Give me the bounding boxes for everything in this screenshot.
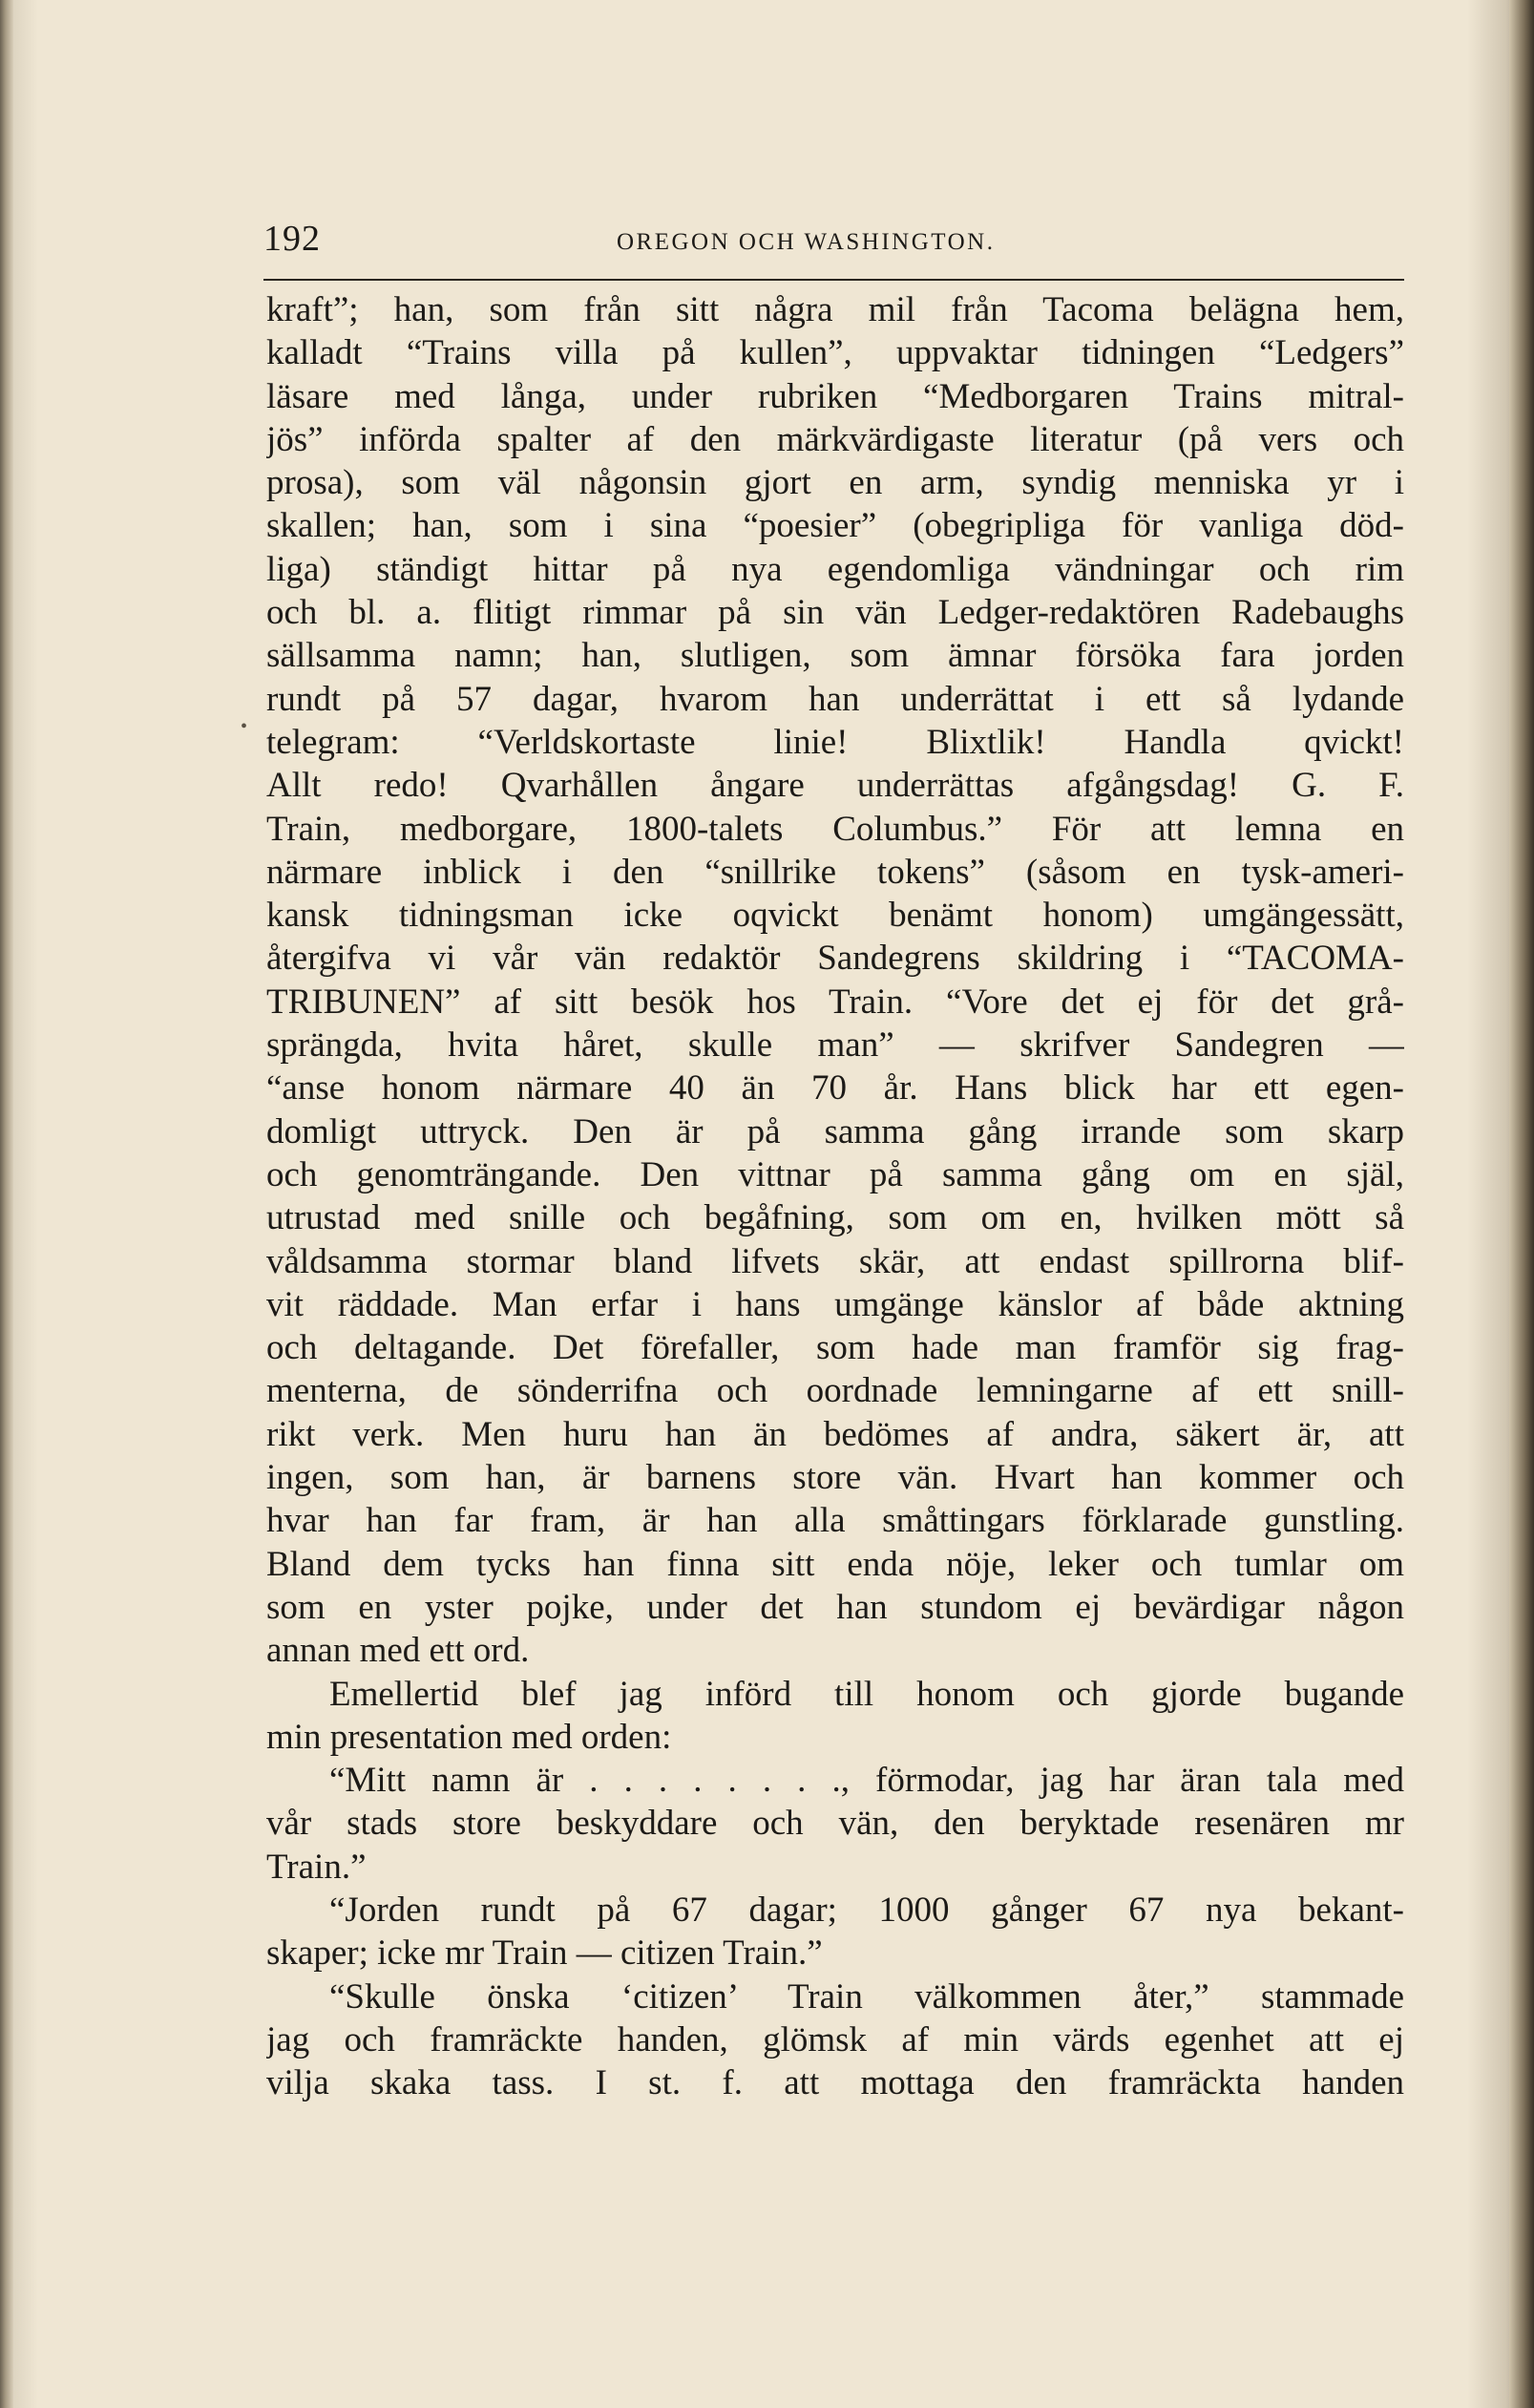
text-line: och bl. a. flitigt rimmar på sin vän Ledger-redaktören Radebaughs (266, 593, 1404, 633)
text-line: som en yster pojke, under det han stundom ej bevärdigar någon (266, 1587, 1404, 1627)
page-gutter-shadow (1509, 0, 1534, 2408)
text-line: “anse honom närmare 40 än 70 år. Hans blick har ett egen- (266, 1068, 1404, 1109)
page-number: 192 (263, 219, 321, 259)
text-line: rikt verk. Men huru han än bedömes af andra, säkert är, att (266, 1414, 1404, 1454)
text-line: skaper; icke mr Train — citizen Train.” (266, 1933, 823, 1974)
text-line: “Skulle önska ‘citizen’ Train välkommen åter,” stammade (329, 1976, 1404, 2017)
text-line: vit räddade. Man erfar i hans umgänge känslor af både aktning (266, 1284, 1404, 1324)
text-line: TRIBUNEN” af sitt besök hos Train. “Vore det ej för det grå- (266, 982, 1404, 1022)
text-line: jös” införda spalter af den märkvärdigaste literatur (på vers och (266, 419, 1404, 459)
text-line: våldsamma stormar bland lifvets skär, att endast spillrorna blif- (266, 1241, 1404, 1281)
text-line: Train.” (266, 1847, 367, 1887)
text-line: liga) ständigt hittar på nya egendomliga vändningar och rim (266, 549, 1404, 589)
text-line: närmare inblick i den “snillrike tokens” (såsom en tysk-ameri- (266, 852, 1404, 892)
text-line: kraft”; han, som från sitt några mil från Tacoma belägna hem, (266, 290, 1404, 329)
text-line: prosa), som väl någonsin gjort en arm, syndig menniska yr i (266, 463, 1404, 503)
text-line: hvar han far fram, är han alla småttingars förklarade gunstling. (266, 1501, 1404, 1541)
text-line: ingen, som han, är barnens store vän. Hvart han kommer och (266, 1458, 1404, 1498)
body-text (266, 288, 1404, 2104)
text-line: vilja skaka tass. I st. f. att mottaga den framräckta handen (266, 2063, 1404, 2103)
margin-mark: • (241, 716, 248, 737)
header-rule (263, 279, 1404, 281)
text-line: skallen; han, som i sina “poesier” (obegripliga för vanliga död- (266, 506, 1404, 546)
text-line: telegram: “Verldskortaste linie! Blixtlik! Handla qvickt! (266, 722, 1404, 762)
text-line: sprängda, hvita håret, skulle man” — skrifver Sandegren — (266, 1025, 1404, 1066)
text-line: rundt på 57 dagar, hvarom han underrättat i ett så lydande (266, 679, 1404, 719)
text-line: kalladt “Trains villa på kullen”, uppvaktar tidningen “Ledgers” (266, 333, 1404, 373)
text-line: annan med ett ord. (266, 1631, 530, 1671)
text-line: menterna, de sönderrifna och oordnade lemningarne af ett snill- (266, 1371, 1404, 1411)
text-line: och deltagande. Det förefaller, som hade man framför sig frag- (266, 1328, 1404, 1368)
text-line: min presentation med orden: (266, 1717, 672, 1757)
text-line: Emellertid blef jag införd till honom och gjorde bugande (329, 1674, 1404, 1714)
page-header (263, 218, 1404, 267)
text-line: kansk tidningsman icke oqvickt benämt honom) umgängessätt, (266, 896, 1404, 936)
text-line: återgifva vi vår vän redaktör Sandegrens skildring i “TACOMA- (266, 939, 1404, 979)
page-left-edge (0, 0, 13, 2408)
running-head: OREGON OCH WASHINGTON. (617, 229, 996, 255)
text-line: läsare med långa, under rubriken “Medborgaren Trains mitral- (266, 376, 1404, 416)
text-line: “Jorden rundt på 67 dagar; 1000 gånger 67 nya bekant- (329, 1890, 1404, 1930)
text-line: domligt uttryck. Den är på samma gång irrande som skarp (266, 1111, 1404, 1151)
text-line: jag och framräckte handen, glömsk af min värds egenhet att ej (266, 2019, 1404, 2059)
text-line: Allt redo! Qvarhållen ångare underrättas afgångsdag! G. F. (266, 766, 1404, 806)
text-line: sällsamma namn; han, slutligen, som ämnar försöka fara jorden (266, 636, 1404, 676)
text-line: Bland dem tycks han finna sitt enda nöje, leker och tumlar om (266, 1544, 1404, 1584)
text-line: vår stads store beskyddare och vän, den beryktade resenären mr (266, 1804, 1404, 1844)
text-line: utrustad med snille och begåfning, som om en, hvilken mött så (266, 1198, 1404, 1238)
text-line: och genomträngande. Den vittnar på samma gång om en själ, (266, 1154, 1404, 1194)
text-line: Train, medborgare, 1800-talets Columbus.” För att lemna en (266, 809, 1404, 849)
text-line: “Mitt namn är . . . . . . . ., förmodar, jag har äran tala med (329, 1761, 1404, 1801)
